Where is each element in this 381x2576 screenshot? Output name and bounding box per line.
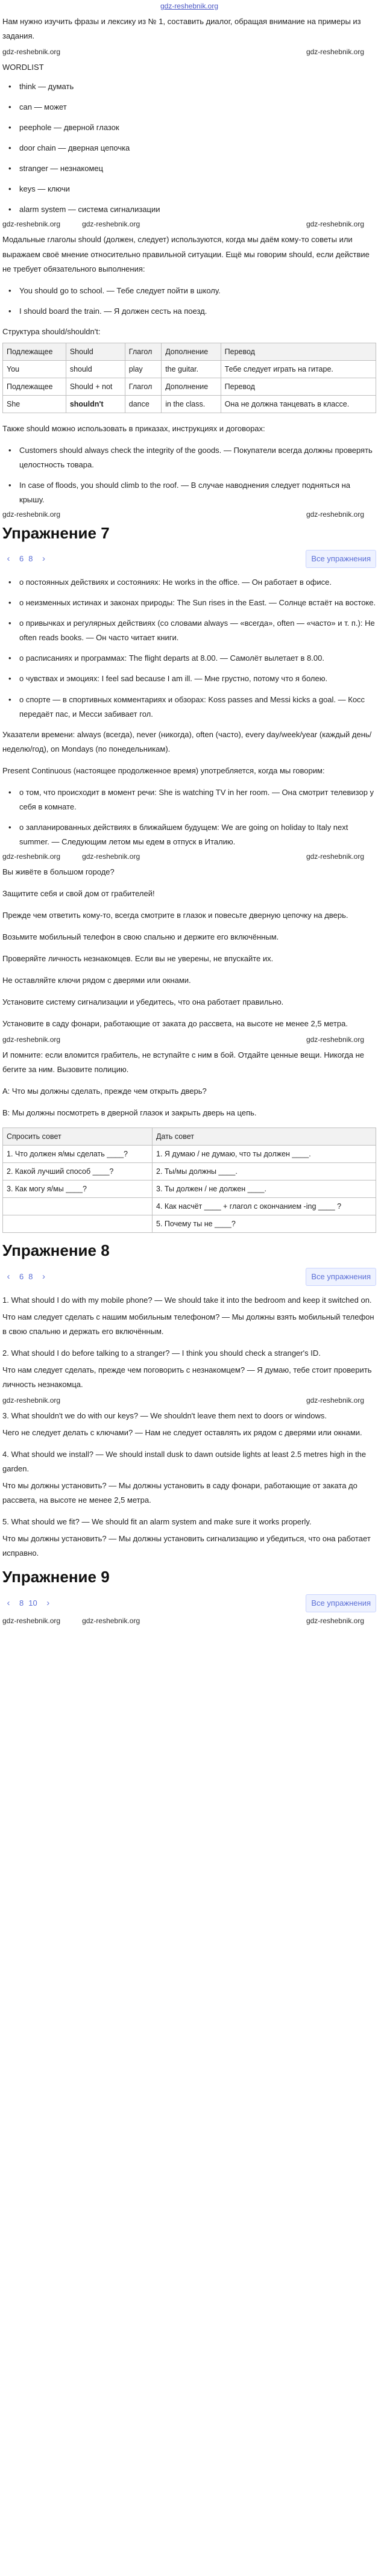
watermark: gdz-reshebnik.org gdz-reshebnik.org [2,48,364,57]
table-header: Дополнение [162,343,221,360]
table-header: Спросить совет [3,1128,153,1146]
exercise-heading: Упражнение 9 [2,1568,110,1586]
continuous-intro: Present Continuous (настоящее продолженное время) употребляется, когда мы говорим: [2,766,325,775]
modals-paragraph: Модальные глаголы should (должен, следует) используются, когда мы даём кому-то советы или выражаем своё мнение относительно правильной ситуации. Ещё мы говорим should, если действие не требует обязательного выполнения: [2,235,370,273]
table-cell: should [66,360,125,378]
answer-question: 3. What shouldn't we do with our keys? — We shouldn't leave them next to doors or windows. [2,1411,327,1420]
pager-prev[interactable]: 8 [19,1598,24,1608]
watermark: gdz-reshebnik.org gdz-reshebnik.org gdz-reshebnik.org [2,220,364,229]
time-markers: Указатели времени: always (всегда), never (никогда), often (часто), every day/week/year (каждый день/неделю/год), on Mondays (по понедельникам). [2,729,372,753]
table-row [3,360,376,378]
table-header: Should [66,343,125,360]
table-cell: Она не должна танцевать в классе. [221,395,376,413]
chevron-right-icon[interactable]: › [42,1271,45,1282]
usage-bullet: • о том, что происходит в момент речи: She is watching TV in her room. — Она смотрит телевизор у себя в комнате. [2,785,376,814]
dialog-line: Установите систему сигнализации и убедитесь, что она работает правильно. [2,997,284,1007]
table-cell: You [3,360,66,378]
watermark: gdz-reshebnik.org gdz-reshebnik.org [2,1035,364,1044]
exercise-heading: Упражнение 7 [2,523,110,542]
wordlist-item: • alarm system — система сигнализации [2,202,376,217]
dialog-line: Проверяйте личность незнакомцев. Если вы не уверены, не впускайте их. [2,954,274,964]
chevron-left-icon[interactable]: ‹ [7,1597,10,1608]
table-cell [3,1215,153,1233]
pager-nav [2,550,49,567]
table-cell: 3. Как могу я/мы ____? [3,1180,153,1198]
all-exercises-button[interactable]: Все упражнения [306,1594,376,1612]
table-cell: Перевод [221,378,376,395]
table-cell: 3. Ты должен / не должен ____. [153,1180,376,1198]
dialog-line: Прежде чем ответить кому-то, всегда смотрите в глазок и повесьте дверную цепочку на дверь. [2,911,348,920]
table-cell: Should + not [66,378,125,395]
table-cell: Дополнение [162,378,221,395]
dialog-line: Защитите себя и свой дом от грабителей! [2,888,155,898]
table-header: Дать совет [153,1128,376,1146]
dialog-line: Установите в саду фонари, работающие от заката до рассвета, на высоте не менее 2,5 метра. [2,1019,348,1029]
table-cell: She [3,395,66,413]
table-cell: 1. Я думаю / не думаю, что ты должен ____. [153,1146,376,1163]
usage-bullet: • о запланированных действиях в ближайшем будущем: We are going on holiday to Italy next summer. — Следующим летом мы едем в отпуск в Италию. [2,820,376,849]
modals-paragraph: Также should можно использовать в приказах, инструкциях и договорах: [2,423,265,433]
table-cell: 4. Как насчёт ____ + глагол с окончанием -ing ____ ? [153,1198,376,1215]
advice-table [2,1127,376,1233]
table-row [3,1215,376,1233]
table-cell: 5. Почему ты не ____? [153,1215,376,1233]
table-row [3,1163,376,1180]
usage-bullet: • о расписаниях и программах: The flight departs at 8.00. — Самолёт вылетает в 8.00. [2,651,376,666]
all-exercises-button[interactable]: Все упражнения [306,1268,376,1286]
answer-item [2,1447,376,1508]
pager-prev[interactable]: 6 [19,1271,24,1281]
dialog-line: А: Что мы должны сделать, прежде чем открыть дверь? [2,1087,207,1096]
present-simple-bullets [2,575,376,721]
table-header: Подлежащее [3,343,66,360]
table-row [3,378,376,395]
should-table [2,343,376,413]
modals-examples [2,284,376,319]
table-row [3,395,376,413]
modals-example: • I should board the train. — Я должен сесть на поезд. [2,304,376,319]
exercise-heading: Упражнение 8 [2,1241,110,1260]
answer-question: 4. What should we install? — We should install dusk to dawn outside lights at least 2.5 metres high in the garden. [2,1450,367,1474]
exercise-pager [2,550,376,568]
wordlist [2,80,376,217]
usage-bullet: • о привычках и регулярных действиях (со словами always — «всегда», often — «часто» и т. п.): He often reads books. — Он часто читает книги. [2,616,376,645]
table-header-row [3,343,376,360]
table-header: Перевод [221,343,376,360]
pager-nav [2,1268,49,1285]
chevron-left-icon[interactable]: ‹ [7,554,10,564]
table-cell: Тебе следует играть на гитаре. [221,360,376,378]
table-cell: Глагол [125,378,161,395]
modals-bullets [2,443,376,507]
table-cell: 2. Ты/мы должны ____. [153,1163,376,1180]
table-cell: dance [125,395,161,413]
answer-item [2,1515,376,1561]
answer-item [2,1346,376,1392]
usage-bullet: • о неизменных истинах и законах природы: The Sun rises in the East. — Солнце встаёт на востоке. [2,596,376,610]
table-header: Глагол [125,343,161,360]
answer-item [2,1293,376,1339]
answer-translation: Что мы должны установить? — Мы должны установить в саду фонари, работающие от заката до рассвета, на высоте не менее 2,5 метра. [2,1481,357,1505]
wordlist-item: • door chain — дверная цепочка [2,141,376,155]
table-cell: in the class. [162,395,221,413]
answer-translation: Чего не следует делать с ключами? — Нам не следует оставлять их рядом с дверями или окнами. [2,1428,362,1438]
pager-nav [2,1595,54,1612]
structure-title: Структура should/shouldn't: [2,326,101,336]
pager-next[interactable]: 8 [28,1271,33,1281]
dialog-line: Возьмите мобильный телефон в свою спальню и держите его включённым. [2,932,279,942]
usage-bullet: • о спорте — в спортивных комментариях и обзорах: Koss passes and Messi kicks a goal. — Косс передаёт пас, и Месси забивает гол. [2,693,376,722]
table-cell: the guitar. [162,360,221,378]
modals-bullet: • Customers should always check the integrity of the goods. — Покупатели всегда должны проверять целостность товара. [2,443,376,472]
pager-next[interactable]: 10 [28,1598,37,1608]
table-cell: 2. Какой лучший способ ____? [3,1163,153,1180]
wordlist-item: • can — может [2,100,376,114]
chevron-right-icon[interactable]: › [42,554,45,564]
wordlist-item: • think — думать [2,80,376,94]
all-exercises-button[interactable]: Все упражнения [306,550,376,568]
wordlist-item: • stranger — незнакомец [2,161,376,176]
table-cell: shouldn't [66,395,125,413]
usage-bullet: • о чувствах и эмоциях: I feel sad because I am ill. — Мне грустно, потому что я болею. [2,672,376,686]
chevron-left-icon[interactable]: ‹ [7,1271,10,1282]
table-row [3,1198,376,1215]
watermark: gdz-reshebnik.org gdz-reshebnik.org gdz-reshebnik.org [2,1616,364,1625]
exercise-pager [2,1594,376,1612]
answer-question: 5. What should we fit? — We should fit an alarm system and make sure it works properly. [2,1517,312,1527]
intro-text: Нам нужно изучить фразы и лексику из № 1, составить диалог, обращая внимание на примеры из задания. [2,17,361,41]
answer-translation: Что мы должны установить? — Мы должны установить сигнализацию и убедиться, что она работает исправно. [2,1534,371,1558]
answer-translation: Что нам следует сделать с нашим мобильным телефоном? — Мы должны взять мобильный телефон в свою спальню и держать его включённым. [2,1312,374,1336]
pager-next[interactable]: 8 [28,554,33,564]
table-cell [3,1198,153,1215]
modals-bullet: • In case of floods, you should climb to the roof. — В случае наводнения следует подняться на крышу. [2,478,376,507]
table-cell: play [125,360,161,378]
dialog-line: И помните: если вломится грабитель, не вступайте с ним в бой. Отдайте ценные вещи. Никогда не бегите за ним. Вызовите полицию. [2,1050,365,1074]
wordlist-item: • peephole — дверной глазок [2,120,376,135]
dialog-line: Вы живёте в большом городе? [2,867,115,876]
answer-question: 2. What should I do before talking to a stranger? — I think you should check a stranger's ID. [2,1348,321,1358]
wordlist-item: • keys — ключи [2,182,376,196]
site-link[interactable]: gdz-reshebnik.org [160,2,219,10]
wordlist-title: WORDLIST [2,63,44,72]
dialog-line: B: Мы должны посмотреть в дверной глазок и закрыть дверь на цепь. [2,1108,257,1118]
table-row [3,1180,376,1198]
watermark: gdz-reshebnik.org gdz-reshebnik.org [2,1396,364,1405]
exercise-pager [2,1268,376,1286]
answer-question: 1. What should I do with my mobile phone? — We should take it into the bedroom and keep it switched on. [2,1295,372,1305]
table-header-row [3,1128,376,1146]
table-row [3,1146,376,1163]
answer-item [2,1409,376,1440]
table-cell: 1. Что должен я/мы сделать ____? [3,1146,153,1163]
watermark: gdz-reshebnik.org gdz-reshebnik.org gdz-reshebnik.org [2,852,364,861]
usage-bullet: • о постоянных действиях и состояниях: He works in the office. — Он работает в офисе. [2,575,376,590]
continuous-bullets [2,785,376,849]
modals-example: • You should go to school. — Тебе следует пойти в школу. [2,284,376,298]
table-cell: Подлежащее [3,378,66,395]
dialog-line: Не оставляйте ключи рядом с дверями или окнами. [2,976,191,985]
watermark: gdz-reshebnik.org gdz-reshebnik.org [2,510,364,519]
answer-translation: Что нам следует сделать, прежде чем поговорить с незнакомцем? — Я думаю, тебе стоит проверить личность незнакомца. [2,1365,372,1389]
pager-prev[interactable]: 6 [19,554,24,564]
chevron-right-icon[interactable]: › [46,1597,50,1608]
